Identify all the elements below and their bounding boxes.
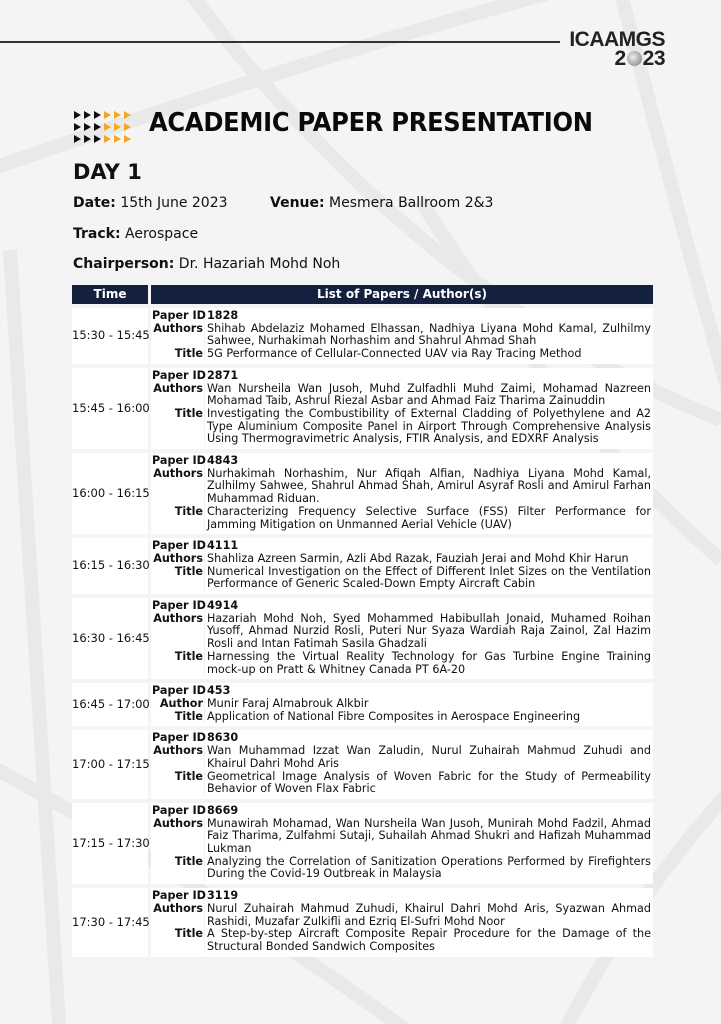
authors-label: Authors — [152, 818, 205, 856]
authors-label: Authors — [152, 613, 205, 651]
time-slot: 15:45 - 16:00 — [72, 368, 148, 449]
paper-id: 8669 — [207, 803, 239, 817]
track-line — [73, 226, 198, 242]
authors-label: Authors — [153, 551, 203, 565]
header-time: Time — [72, 285, 148, 304]
date-value: 15th June 2023 — [120, 195, 228, 211]
logo-text-line2 — [560, 49, 665, 68]
paper-id-label: Paper ID — [152, 368, 206, 382]
header-rule — [0, 41, 560, 43]
title-label: Title — [152, 928, 205, 953]
paper-title: Harnessing the Virtual Reality Technology for Gas Turbine Engine Training mock-up on Pratt & Whitney Canada PT 6A-20 — [207, 649, 651, 676]
title-label: Title — [152, 408, 205, 446]
track-label: Track: — [73, 226, 121, 242]
table-row — [72, 683, 653, 726]
paper-id-label: Paper ID — [152, 731, 206, 745]
title-label: Title — [152, 856, 205, 881]
paper-entry — [151, 683, 653, 726]
paper-title: Application of National Fibre Composites in Aerospace Engineering — [207, 709, 581, 723]
authors: Nurul Zuhairah Mahmud Zuhudi, Khairul Dahri Mohd Aris, Syazwan Ahmad Rashidi, Muzafar Zulkifli and Ezriq El-Sufri Mohd Noor — [207, 901, 651, 928]
paper-title: Numerical Investigation on the Effect of Different Inlet Sizes on the Ventilation Performance of Generic Scaled-Down Empty Aircraft Cabin — [207, 564, 651, 591]
paper-title: Analyzing the Correlation of Sanitization Operations Performed by Firefighters During the Covid-19 Outbreak in Malaysia — [207, 854, 651, 881]
paper-entry — [151, 308, 653, 364]
day-heading: DAY 1 — [73, 160, 142, 184]
time-slot: 16:45 - 17:00 — [72, 683, 148, 726]
authors: Wan Muhammad Izzat Wan Zaludin, Nurul Zuhairah Mahmud Zuhudi and Khairul Dahri Mohd Aris — [207, 744, 651, 770]
time-slot: 17:30 - 17:45 — [72, 888, 148, 957]
paper-id-label: Paper ID — [152, 599, 206, 613]
arrow-pattern-icon — [74, 111, 134, 147]
logo-year-suffix: 23 — [642, 47, 665, 70]
authors: Munawirah Mohamad, Wan Nursheila Wan Jusoh, Munirah Mohd Fadzil, Ahmad Faiz Tharima, Zulfahmi Sutaji, Suhailah Ahmad Shukri and Hafizah Muhammad Lukman — [207, 816, 651, 856]
paper-entry — [151, 368, 653, 449]
table-row — [72, 803, 653, 884]
paper-title: Investigating the Combustibility of External Cladding of Polyethylene and A2 Type Aluminium Composite Panel in Airport Through Comprehensive Analysis Using Thermogravimetric Analysis, FTIR Analysis, and EDXRF Analysis — [207, 406, 651, 446]
table-row — [72, 453, 653, 534]
time-slot: 17:15 - 17:30 — [72, 803, 148, 884]
table-row — [72, 730, 653, 799]
title-label: Title — [152, 348, 205, 361]
paper-id-label: Paper ID — [152, 309, 206, 322]
chairperson-line — [73, 256, 340, 272]
title-label: Title — [152, 566, 205, 591]
paper-id: 3119 — [207, 889, 239, 903]
header-papers: List of Papers / Author(s) — [151, 285, 653, 304]
title-label: Title — [152, 651, 205, 676]
paper-id: 8630 — [207, 731, 239, 745]
authors: Nurhakimah Norhashim, Nur Afiqah Alfian, Nadhiya Liyana Mohd Kamal, Zulhilmy Sahwee, Shahrul Ahmad Shah, Amirul Asyraf Rosli and Amirul Farhan Muhammad Riduan. — [207, 466, 651, 506]
table-row — [72, 888, 653, 957]
authors-label: Authors — [152, 383, 205, 408]
table-header-row — [72, 285, 653, 304]
schedule-table — [69, 281, 656, 961]
table-row — [72, 308, 653, 364]
chairperson-value: Dr. Hazariah Mohd Noh — [178, 256, 341, 272]
paper-title: Characterizing Frequency Selective Surface (FSS) Filter Performance for Jamming Mitigation on Unmanned Aerial Vehicle (UAV) — [207, 504, 651, 531]
paper-id: 4914 — [207, 599, 239, 613]
paper-entry — [151, 803, 653, 884]
paper-id: 453 — [207, 684, 231, 698]
paper-entry — [151, 730, 653, 799]
authors-label: Author — [152, 698, 205, 711]
paper-id-label: Paper ID — [152, 454, 206, 468]
venue-line — [270, 195, 493, 211]
paper-title: 5G Performance of Cellular-Connected UAV via Ray Tracing Method — [207, 347, 582, 361]
venue-label: Venue: — [270, 195, 325, 211]
paper-entry — [151, 538, 653, 594]
authors-label: Authors — [152, 468, 205, 506]
table-row — [72, 598, 653, 679]
paper-id: 1828 — [207, 309, 239, 322]
table-row — [72, 538, 653, 594]
authors-label: Authors — [152, 323, 205, 348]
title-label: Title — [152, 506, 205, 531]
date-label: Date: — [73, 195, 116, 211]
logo-text-line1: ICAAMGS — [569, 28, 665, 51]
paper-id: 2871 — [207, 368, 239, 382]
time-slot: 16:30 - 16:45 — [72, 598, 148, 679]
date-line — [73, 195, 228, 211]
paper-title: A Step-by-step Aircraft Composite Repair Procedure for the Damage of the Structural Bonded Sandwich Composites — [207, 927, 651, 953]
chairperson-label: Chairperson: — [73, 256, 175, 272]
paper-id-label: Paper ID — [152, 889, 206, 903]
track-value: Aerospace — [125, 226, 199, 242]
title-label: Title — [152, 771, 205, 796]
time-slot: 16:00 - 16:15 — [72, 453, 148, 534]
time-slot: 15:30 - 15:45 — [72, 308, 148, 364]
paper-id: 4843 — [207, 454, 239, 468]
paper-entry — [151, 888, 653, 957]
page-title: ACADEMIC PAPER PRESENTATION — [149, 108, 593, 138]
logo-year-prefix: 2 — [614, 47, 626, 70]
paper-id-label: Paper ID — [152, 803, 206, 817]
paper-id-label: Paper ID — [152, 539, 206, 553]
authors: Wan Nursheila Wan Jusoh, Muhd Zulfadhli Muhd Zaimi, Mohamad Nazreen Mohamad Taib, Ashrul Riezal Asbar and Ahmad Faiz Tharima Zainuddin — [207, 381, 651, 408]
paper-entry — [151, 598, 653, 679]
paper-title: Geometrical Image Analysis of Woven Fabric for the Study of Permeability Behavior of Woven Flax Fabric — [207, 769, 651, 796]
authors-label: Authors — [152, 903, 205, 928]
time-slot: 17:00 - 17:15 — [72, 730, 148, 799]
venue-value: Mesmera Ballroom 2&3 — [329, 195, 494, 211]
paper-id-label: Paper ID — [152, 684, 206, 698]
authors: Munir Faraj Almabrouk Alkbir — [207, 696, 369, 710]
paper-entry — [151, 453, 653, 534]
paper-id: 4111 — [207, 539, 239, 553]
conference-logo — [560, 30, 665, 68]
authors: Shihab Abdelaziz Mohamed Elhassan, Nadhiya Liyana Mohd Kamal, Zulhilmy Sahwee, Nurhakimah Norhashim and Shahrul Ahmad Shah — [207, 321, 651, 348]
authors: Hazariah Mohd Noh, Syed Mohammed Habibullah Jonaid, Muhamed Roihan Yusoff, Ahmad Nurzid Rosli, Puteri Nur Syaza Wardiah Raja Zainol, Zal Hazim Rosli and Intan Fatimah Sasila Ghadzali — [207, 611, 651, 651]
authors: Shahliza Azreen Sarmin, Azli Abd Razak, Fauziah Jerai and Mohd Khir Harun — [207, 551, 629, 565]
table-row — [72, 368, 653, 449]
title-label: Title — [152, 711, 205, 724]
globe-icon — [627, 51, 642, 66]
authors-label: Authors — [152, 745, 205, 770]
time-slot: 16:15 - 16:30 — [72, 538, 148, 594]
